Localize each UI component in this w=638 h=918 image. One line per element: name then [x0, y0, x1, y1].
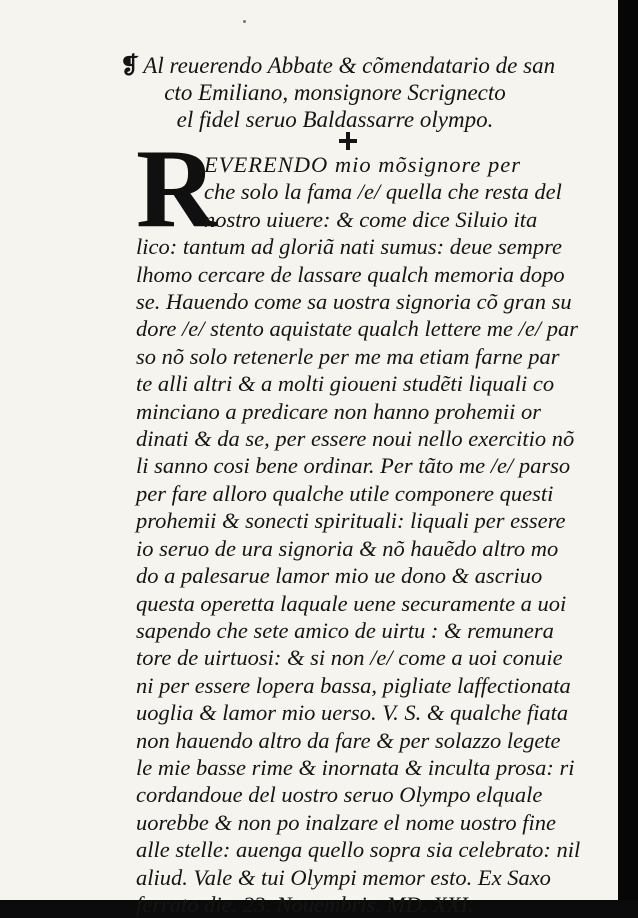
dedication-line-1: ❡ Al reuerendo Abbate & cõmendatario de san: [120, 53, 556, 78]
drop-cap: R: [136, 127, 217, 251]
text-line: do a palesarue lamor mio ue dono & ascriuo: [136, 563, 543, 589]
dedication-heading: [120, 52, 556, 133]
text-line: cordandoue del uostro seruo Olympo elquale: [136, 782, 543, 808]
text-line: tore de uirtuosi: & si non /e/ come a uoi conuie: [136, 645, 563, 671]
text-line: per fare alloro qualche utile componere questi: [136, 480, 554, 506]
text-line: aliud. Vale & tui Olympi memor esto. Ex Saxo: [136, 864, 551, 890]
letter-body: [136, 151, 606, 918]
text-line: so nõ solo retenerle per me ma etiam farne par: [136, 343, 560, 369]
text-line: nostro uiuere: & come dice Siluio ita: [204, 206, 538, 232]
ink-speck: [243, 20, 246, 23]
text-line: minciano a predicare non hanno prohemii or: [136, 398, 541, 424]
text-line: EVERENDO mio mõsignore per: [204, 152, 522, 177]
text-line: le mie basse rime & inornata & inculta prosa: ri: [136, 754, 575, 780]
text-line: uorebbe & non po inalzare el nome uostro fine: [136, 809, 556, 835]
text-line: che solo la fama /e/ quella che resta del: [204, 179, 562, 205]
text-line: io seruo de ura signoria & nõ hauẽdo altro mo: [136, 535, 559, 561]
scan-dark-edge: [618, 0, 638, 900]
text-line: li sanno cosi bene ordinar. Per tãto me /e/ parso: [136, 453, 571, 479]
text-line: lico: tantum ad gloriã nati sumus: deue sempre: [136, 234, 562, 260]
text-line: questa operetta laquale uene securamente a uoi: [136, 590, 567, 616]
text-line: prohemii & sonecti spirituali: liquali per essere: [136, 508, 566, 534]
dedication-line-3: el fidel seruo Baldassarre olympo.: [176, 107, 494, 132]
text-line: te alli altri & a molti gioueni studẽti liquali co: [136, 371, 555, 397]
text-line: ni per essere lopera bassa, pigliate laffectionata: [136, 672, 571, 698]
text-line: uoglia & lamor mio uerso. V. S. & qualche fiata: [136, 700, 569, 726]
text-line: ferrato die. 23. Nouembris. MD. XXI.: [136, 891, 474, 917]
text-line: alle stelle: auenga quello sopra sia celebrato: nil: [136, 837, 581, 863]
text-line: dore /e/ stento aquistate qualch lettere me /e/ par: [136, 316, 578, 342]
text-line: dinati & da se, per essere noui nello exercitio nõ: [136, 426, 575, 452]
text-line: se. Hauendo come sa uostra signoria cõ gran su: [136, 289, 572, 315]
pilcrow-icon: ❡: [120, 53, 140, 78]
text-line: sapendo che sete amico de uirtu : & remunera: [136, 617, 554, 643]
text-line: non hauendo altro da fare & per solazzo legete: [136, 727, 561, 753]
text-line: lhomo cercare de lassare qualch memoria dopo: [136, 261, 565, 287]
dedication-line-2: cto Emiliano, monsignore Scrignecto: [164, 80, 506, 105]
cross-ornament-icon: [337, 130, 359, 152]
